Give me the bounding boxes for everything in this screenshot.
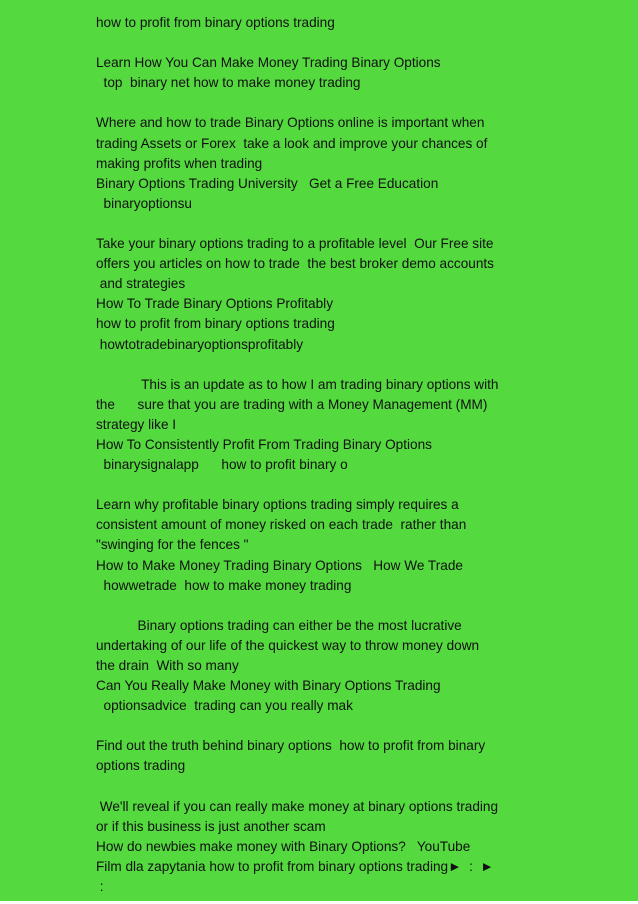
text-line: top binary net how to make money trading bbox=[96, 75, 361, 91]
text-line: Can You Really Make Money with Binary Options Trading bbox=[96, 678, 441, 694]
blank-line bbox=[96, 777, 536, 797]
text-line: the sure that you are trading with a Money Management (MM) bbox=[96, 396, 488, 412]
text-line: Take your binary options trading to a profitable level Our Free site bbox=[96, 236, 494, 252]
text-line: options trading bbox=[96, 758, 186, 774]
blank-line bbox=[96, 33, 536, 53]
text-line: binaryoptionsu bbox=[96, 195, 192, 211]
text-line: optionsadvice trading can you really mak bbox=[96, 698, 353, 714]
text-line: Learn How You Can Make Money Trading Binary Options bbox=[96, 55, 441, 71]
text-line: Where and how to trade Binary Options online is important when bbox=[96, 115, 485, 131]
text-line: or if this business is just another scam bbox=[96, 818, 326, 834]
text-line: How To Consistently Profit From Trading Binary Options bbox=[96, 436, 432, 452]
blank-line bbox=[96, 475, 536, 495]
text-line: and strategies bbox=[96, 276, 186, 292]
text-line: the drain With so many bbox=[96, 658, 239, 673]
text-line: howtotradebinaryoptionsprofitably bbox=[96, 336, 304, 352]
text-line: We'll reveal if you can really make money at binary options trading bbox=[96, 798, 499, 814]
text-line: howwetrade how to make money trading bbox=[96, 577, 352, 593]
text-line: Find out the truth behind binary options how to profit from binary bbox=[96, 738, 486, 754]
blank-line bbox=[96, 93, 536, 113]
text-line: This is an update as to how I am trading binary options with bbox=[96, 376, 499, 392]
blank-line bbox=[96, 596, 536, 616]
text-line: making profits when trading bbox=[96, 155, 263, 171]
text-line: how to profit from binary options trading bbox=[96, 316, 335, 332]
document-body bbox=[96, 13, 536, 897]
text-line: Learn why profitable binary options trading simply requires a bbox=[96, 497, 459, 513]
text-line: consistent amount of money risked on each trade rather than bbox=[96, 517, 467, 533]
text-line: How To Trade Binary Options Profitably bbox=[96, 296, 333, 312]
text-line: undertaking of our life of the quickest way to throw money down bbox=[96, 637, 480, 653]
text-line: "swinging for the fences " bbox=[96, 537, 249, 553]
text-line: binarysignalapp how to profit binary o bbox=[96, 457, 348, 473]
text-line: strategy like I bbox=[96, 416, 177, 432]
text-line: How to Make Money Trading Binary Options How We Trade bbox=[96, 557, 463, 573]
text-line: : bbox=[96, 879, 104, 895]
text-line: Binary options trading can either be the most lucrative bbox=[96, 617, 462, 633]
blank-line bbox=[96, 214, 536, 234]
text-line: offers you articles on how to trade the best broker demo accounts bbox=[96, 256, 494, 272]
blank-line bbox=[96, 355, 536, 375]
text-line: Binary Options Trading University Get a Free Education bbox=[96, 175, 439, 191]
text-line: How do newbies make money with Binary Options? YouTube bbox=[96, 838, 471, 854]
text-line: Film dla zapytania how to profit from binary options trading► : ► bbox=[96, 858, 494, 874]
text-line: trading Assets or Forex take a look and improve your chances of bbox=[96, 135, 488, 151]
text-line: how to profit from binary options trading bbox=[96, 15, 335, 30]
blank-line bbox=[96, 716, 536, 736]
